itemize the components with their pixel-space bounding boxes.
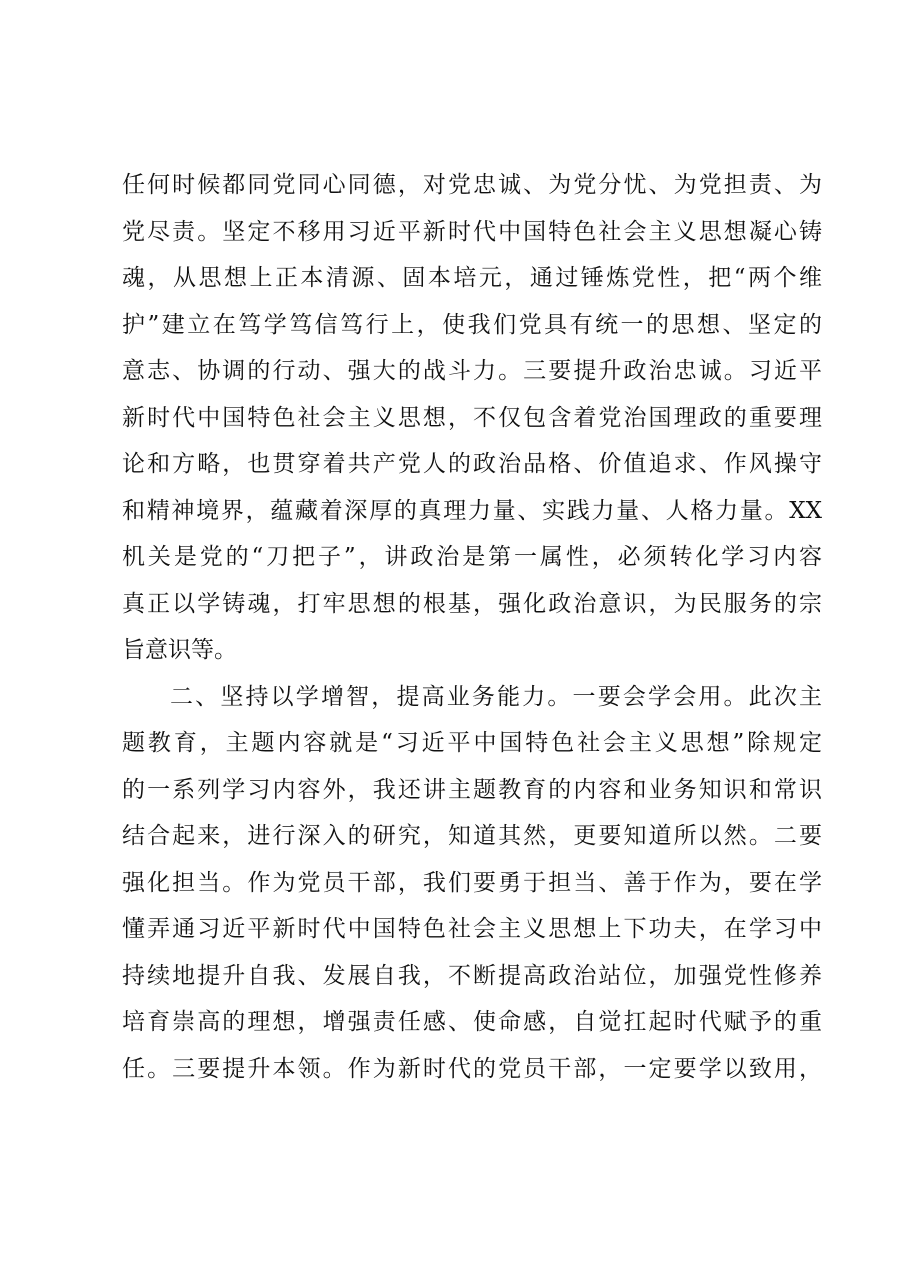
text-line: 任。三要提升本领。作为新时代的党员干部，一定要学以致用， — [122, 1055, 822, 1082]
text-line: 党尽责。坚定不移用习近平新时代中国特色社会主义思想凝心铸 — [122, 218, 822, 245]
text-line: 魂，从思想上正本清源、固本培元，通过锤炼党性，把“两个维 — [122, 265, 822, 291]
text-line: 结合起来，进行深入的研究，知道其然，更要知道所以然。二要 — [122, 823, 822, 849]
text-line: 持续地提升自我、发展自我，不断提高政治站位，加强党性修养 — [122, 962, 822, 989]
text-line: 论和方略，也贯穿着共产党人的政治品格、价值追求、作风操守 — [122, 451, 822, 477]
text-line: 真正以学铸魂，打牢思想的根基，强化政治意识，为民服务的宗 — [122, 590, 822, 617]
text-line: 新时代中国特色社会主义思想，不仅包含着党治国理政的重要理 — [122, 404, 822, 431]
section-heading-line: 二、坚持以学增智，提高业务能力。一要会学会用。此次主 — [170, 683, 822, 710]
text-line: 任何时候都同党同心同德，对党忠诚、为党分忧、为党担责、为 — [122, 172, 822, 198]
body-text — [122, 162, 822, 1092]
text-line: 和精神境界，蕴藏着深厚的真理力量、实践力量、人格力量。XX — [122, 497, 822, 524]
text-line: 旨意识等。 — [122, 637, 237, 663]
text-line: 培育崇高的理想，增强责任感、使命感，自觉扛起时代赋予的重 — [122, 1009, 822, 1035]
text-line: 的一系列学习内容外，我还讲主题教育的内容和业务知识和常识 — [122, 776, 822, 803]
text-line: 机关是党的“刀把子”，讲政治是第一属性，必须转化学习内容 — [122, 544, 822, 570]
text-line: 意志、协调的行动、强大的战斗力。三要提升政治忠诚。习近平 — [122, 358, 822, 384]
text-line: 懂弄通习近平新时代中国特色社会主义思想上下功夫，在学习中 — [122, 916, 822, 942]
text-line: 题教育，主题内容就是“习近平中国特色社会主义思想”除规定 — [122, 730, 822, 756]
text-line: 护”建立在笃学笃信笃行上，使我们党具有统一的思想、坚定的 — [122, 311, 822, 338]
text-line: 强化担当。作为党员干部，我们要勇于担当、善于作为，要在学 — [122, 869, 822, 896]
